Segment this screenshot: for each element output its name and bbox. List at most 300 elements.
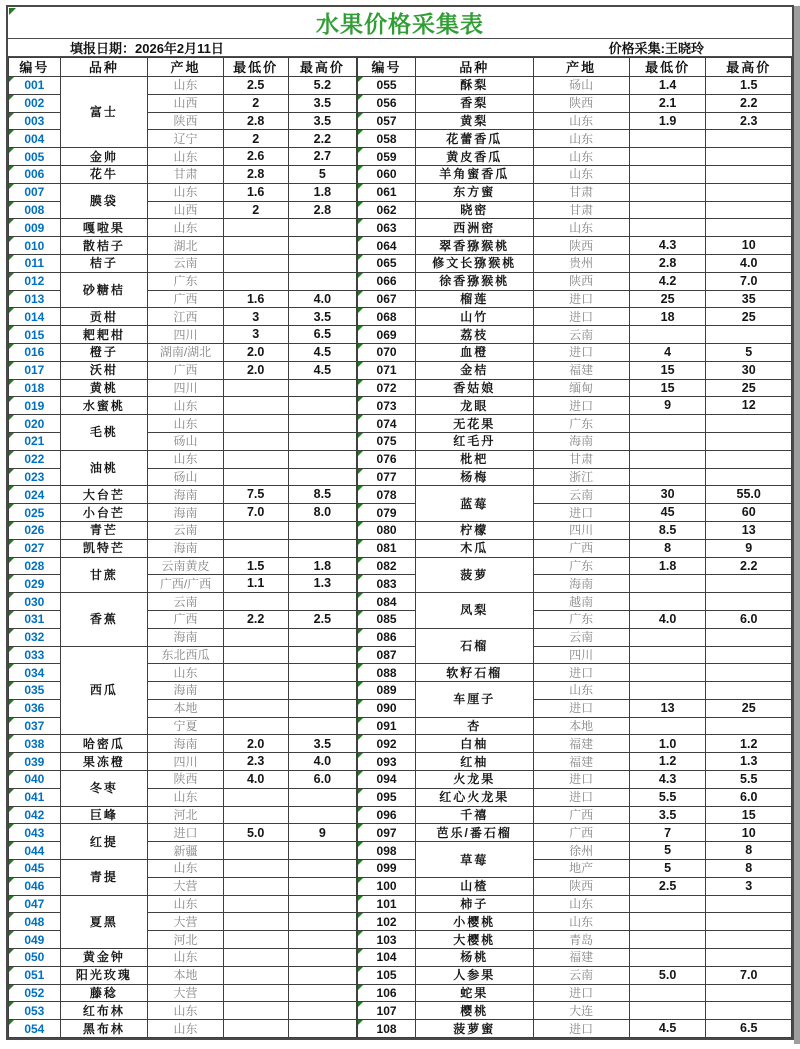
origin-cell[interactable]: 进口 [533,1020,629,1038]
variety-cell[interactable]: 菠萝 [415,557,533,593]
id-cell[interactable] [9,735,61,753]
min-price-cell[interactable] [629,717,706,735]
max-price-cell[interactable]: 8.0 [288,504,357,522]
id-cell[interactable] [358,771,416,789]
max-price-cell[interactable]: 1.3 [706,753,792,771]
origin-cell[interactable]: 越南 [533,593,629,611]
min-price-cell[interactable] [223,699,288,717]
min-price-cell[interactable] [223,842,288,860]
id-cell[interactable] [358,735,416,753]
max-price-cell[interactable] [288,415,357,433]
id-cell[interactable] [9,112,61,130]
min-price-cell[interactable]: 4 [629,343,706,361]
origin-cell[interactable]: 海南 [148,486,224,504]
min-price-cell[interactable]: 9 [629,397,706,415]
variety-cell[interactable]: 黑布林 [60,1020,148,1038]
max-price-cell[interactable] [288,254,357,272]
min-price-cell[interactable] [223,895,288,913]
variety-cell[interactable]: 红心火龙果 [415,788,533,806]
id-cell[interactable] [9,432,61,450]
id-cell[interactable] [9,165,61,183]
origin-cell[interactable]: 山东 [533,148,629,166]
max-price-cell[interactable] [288,949,357,967]
origin-cell[interactable]: 大连 [533,1002,629,1020]
origin-cell[interactable]: 山西 [148,201,224,219]
origin-cell[interactable]: 山东 [148,148,224,166]
min-price-cell[interactable] [223,913,288,931]
min-price-cell[interactable]: 30 [629,486,706,504]
origin-cell[interactable]: 四川 [533,646,629,664]
max-price-cell[interactable] [706,148,792,166]
id-cell[interactable] [9,183,61,201]
variety-cell[interactable]: 血橙 [415,343,533,361]
max-price-cell[interactable] [288,1020,357,1038]
origin-cell[interactable]: 山东 [148,219,224,237]
variety-cell[interactable]: 砂糖桔 [60,272,148,308]
origin-cell[interactable]: 广西 [533,806,629,824]
max-price-cell[interactable] [706,895,792,913]
id-cell[interactable] [358,290,416,308]
max-price-cell[interactable] [706,646,792,664]
max-price-cell[interactable] [706,664,792,682]
id-cell[interactable] [9,931,61,949]
id-cell[interactable] [358,557,416,575]
origin-cell[interactable]: 青岛 [533,931,629,949]
origin-cell[interactable]: 山东 [148,450,224,468]
origin-cell[interactable]: 山东 [533,130,629,148]
min-price-cell[interactable] [223,521,288,539]
id-cell[interactable] [358,824,416,842]
min-price-cell[interactable]: 15 [629,379,706,397]
variety-cell[interactable]: 哈密瓜 [60,735,148,753]
id-cell[interactable] [358,237,416,255]
id-cell[interactable] [358,77,416,95]
variety-cell[interactable]: 千禧 [415,806,533,824]
min-price-cell[interactable]: 7.5 [223,486,288,504]
min-price-cell[interactable] [223,379,288,397]
id-cell[interactable] [9,397,61,415]
origin-cell[interactable]: 宁夏 [148,717,224,735]
max-price-cell[interactable] [706,468,792,486]
col-header-origin[interactable]: 产地 [148,58,224,77]
min-price-cell[interactable] [223,272,288,290]
max-price-cell[interactable]: 25 [706,699,792,717]
origin-cell[interactable]: 湖北 [148,237,224,255]
origin-cell[interactable]: 河北 [148,931,224,949]
variety-cell[interactable]: 荔枝 [415,326,533,344]
origin-cell[interactable]: 贵州 [533,254,629,272]
origin-cell[interactable]: 山东 [148,397,224,415]
origin-cell[interactable]: 湖南/湖北 [148,343,224,361]
variety-cell[interactable]: 凤梨 [415,593,533,629]
id-cell[interactable] [9,788,61,806]
origin-cell[interactable]: 海南 [148,504,224,522]
variety-cell[interactable]: 白柚 [415,735,533,753]
id-cell[interactable] [9,824,61,842]
id-cell[interactable] [358,646,416,664]
id-cell[interactable] [358,272,416,290]
min-price-cell[interactable] [223,539,288,557]
id-cell[interactable] [358,379,416,397]
id-cell[interactable] [358,913,416,931]
min-price-cell[interactable]: 2 [223,201,288,219]
min-price-cell[interactable]: 5.0 [223,824,288,842]
variety-cell[interactable]: 大樱桃 [415,931,533,949]
id-cell[interactable] [9,201,61,219]
min-price-cell[interactable]: 18 [629,308,706,326]
variety-cell[interactable]: 阳光玫瑰 [60,966,148,984]
max-price-cell[interactable] [706,628,792,646]
variety-cell[interactable]: 山竹 [415,308,533,326]
id-cell[interactable] [9,860,61,878]
origin-cell[interactable]: 进口 [533,788,629,806]
min-price-cell[interactable]: 5.5 [629,788,706,806]
col-header-min-price[interactable]: 最低价 [629,58,706,77]
origin-cell[interactable]: 进口 [533,699,629,717]
origin-cell[interactable]: 缅甸 [533,379,629,397]
min-price-cell[interactable] [223,432,288,450]
origin-cell[interactable]: 进口 [148,824,224,842]
variety-cell[interactable]: 冬枣 [60,771,148,807]
min-price-cell[interactable]: 13 [629,699,706,717]
max-price-cell[interactable] [706,183,792,201]
id-cell[interactable] [358,682,416,700]
id-cell[interactable] [9,610,61,628]
id-cell[interactable] [358,842,416,860]
id-cell[interactable] [358,397,416,415]
max-price-cell[interactable]: 12 [706,397,792,415]
max-price-cell[interactable] [706,913,792,931]
min-price-cell[interactable] [223,219,288,237]
variety-cell[interactable]: 樱桃 [415,1002,533,1020]
origin-cell[interactable]: 山东 [148,415,224,433]
origin-cell[interactable]: 云南 [148,593,224,611]
id-cell[interactable] [9,771,61,789]
origin-cell[interactable]: 山东 [148,1020,224,1038]
min-price-cell[interactable] [223,949,288,967]
min-price-cell[interactable]: 7.0 [223,504,288,522]
variety-cell[interactable]: 酥梨 [415,77,533,95]
max-price-cell[interactable] [706,432,792,450]
min-price-cell[interactable]: 2.2 [223,610,288,628]
max-price-cell[interactable] [706,682,792,700]
origin-cell[interactable]: 海南 [148,735,224,753]
id-cell[interactable] [9,521,61,539]
variety-cell[interactable]: 枇杷 [415,450,533,468]
min-price-cell[interactable] [223,1002,288,1020]
max-price-cell[interactable]: 1.2 [706,735,792,753]
min-price-cell[interactable] [629,575,706,593]
max-price-cell[interactable] [288,539,357,557]
max-price-cell[interactable]: 8 [706,860,792,878]
max-price-cell[interactable]: 7.0 [706,966,792,984]
id-cell[interactable] [358,717,416,735]
id-cell[interactable] [358,984,416,1002]
id-cell[interactable] [358,966,416,984]
min-price-cell[interactable]: 2.8 [629,254,706,272]
info-cell[interactable] [8,39,792,57]
min-price-cell[interactable] [223,1020,288,1038]
id-cell[interactable] [358,94,416,112]
min-price-cell[interactable] [629,148,706,166]
id-cell[interactable] [358,753,416,771]
id-cell[interactable] [9,646,61,664]
max-price-cell[interactable] [706,984,792,1002]
min-price-cell[interactable]: 2.5 [223,77,288,95]
id-cell[interactable] [358,593,416,611]
id-cell[interactable] [9,966,61,984]
id-cell[interactable] [9,913,61,931]
min-price-cell[interactable]: 2 [223,130,288,148]
min-price-cell[interactable] [223,450,288,468]
origin-cell[interactable]: 云南 [533,326,629,344]
id-cell[interactable] [9,593,61,611]
variety-cell[interactable]: 石榴 [415,628,533,664]
origin-cell[interactable]: 福建 [533,361,629,379]
max-price-cell[interactable]: 5 [288,165,357,183]
variety-cell[interactable]: 杏 [415,717,533,735]
id-cell[interactable] [358,664,416,682]
id-cell[interactable] [9,486,61,504]
id-cell[interactable] [358,539,416,557]
id-cell[interactable] [9,877,61,895]
max-price-cell[interactable]: 3 [706,877,792,895]
max-price-cell[interactable]: 2.2 [706,94,792,112]
max-price-cell[interactable]: 5.5 [706,771,792,789]
max-price-cell[interactable] [288,806,357,824]
variety-cell[interactable]: 青提 [60,860,148,896]
origin-cell[interactable]: 甘肃 [533,183,629,201]
id-cell[interactable] [9,308,61,326]
id-cell[interactable] [9,450,61,468]
id-cell[interactable] [358,254,416,272]
variety-cell[interactable]: 柠檬 [415,521,533,539]
variety-cell[interactable]: 金帅 [60,148,148,166]
variety-cell[interactable]: 菠萝蜜 [415,1020,533,1038]
id-cell[interactable] [9,148,61,166]
variety-cell[interactable]: 杨梅 [415,468,533,486]
max-price-cell[interactable]: 25 [706,379,792,397]
origin-cell[interactable]: 云南 [533,628,629,646]
min-price-cell[interactable] [629,984,706,1002]
min-price-cell[interactable] [629,130,706,148]
variety-cell[interactable]: 黄金钟 [60,949,148,967]
origin-cell[interactable]: 陕西 [533,877,629,895]
col-header-min-price[interactable]: 最低价 [223,58,288,77]
id-cell[interactable] [9,1020,61,1038]
max-price-cell[interactable]: 4.5 [288,361,357,379]
variety-cell[interactable]: 耙耙柑 [60,326,148,344]
id-cell[interactable] [9,504,61,522]
min-price-cell[interactable]: 5 [629,842,706,860]
max-price-cell[interactable] [288,450,357,468]
id-cell[interactable] [9,949,61,967]
max-price-cell[interactable]: 2.2 [288,130,357,148]
min-price-cell[interactable]: 2.0 [223,361,288,379]
min-price-cell[interactable] [629,949,706,967]
origin-cell[interactable]: 徐州 [533,842,629,860]
variety-cell[interactable]: 贡柑 [60,308,148,326]
origin-cell[interactable]: 山东 [533,913,629,931]
origin-cell[interactable]: 山东 [533,895,629,913]
origin-cell[interactable]: 陕西 [533,237,629,255]
max-price-cell[interactable] [288,931,357,949]
min-price-cell[interactable]: 1.0 [629,735,706,753]
origin-cell[interactable]: 广东 [533,415,629,433]
origin-cell[interactable]: 山东 [148,77,224,95]
variety-cell[interactable]: 修文长猕猴桃 [415,254,533,272]
variety-cell[interactable]: 无花果 [415,415,533,433]
min-price-cell[interactable] [223,415,288,433]
id-cell[interactable] [9,753,61,771]
max-price-cell[interactable] [288,593,357,611]
id-cell[interactable] [9,664,61,682]
id-cell[interactable] [9,290,61,308]
origin-cell[interactable]: 陕西 [533,94,629,112]
id-cell[interactable] [358,1020,416,1038]
min-price-cell[interactable] [223,682,288,700]
variety-cell[interactable]: 蓝莓 [415,486,533,522]
origin-cell[interactable]: 浙江 [533,468,629,486]
id-cell[interactable] [358,860,416,878]
id-cell[interactable] [358,415,416,433]
min-price-cell[interactable]: 2.6 [223,148,288,166]
origin-cell[interactable]: 辽宁 [148,130,224,148]
max-price-cell[interactable]: 4.0 [288,753,357,771]
variety-cell[interactable]: 嘎啦果 [60,219,148,237]
variety-cell[interactable]: 徐香猕猴桃 [415,272,533,290]
origin-cell[interactable]: 山东 [533,112,629,130]
min-price-cell[interactable]: 1.6 [223,290,288,308]
id-cell[interactable] [358,112,416,130]
origin-cell[interactable]: 广西 [148,610,224,628]
max-price-cell[interactable] [288,521,357,539]
min-price-cell[interactable]: 5.0 [629,966,706,984]
min-price-cell[interactable]: 3 [223,326,288,344]
min-price-cell[interactable] [629,415,706,433]
max-price-cell[interactable]: 4.0 [706,254,792,272]
id-cell[interactable] [358,165,416,183]
min-price-cell[interactable] [629,664,706,682]
min-price-cell[interactable]: 2.5 [629,877,706,895]
max-price-cell[interactable] [288,432,357,450]
min-price-cell[interactable] [223,237,288,255]
variety-cell[interactable]: 草莓 [415,842,533,878]
min-price-cell[interactable]: 2.0 [223,343,288,361]
max-price-cell[interactable] [288,842,357,860]
id-cell[interactable] [9,628,61,646]
title-cell[interactable] [8,7,792,39]
variety-cell[interactable]: 芭乐/番石榴 [415,824,533,842]
id-cell[interactable] [358,450,416,468]
origin-cell[interactable]: 大营 [148,984,224,1002]
min-price-cell[interactable]: 3 [223,308,288,326]
max-price-cell[interactable]: 8 [706,842,792,860]
min-price-cell[interactable] [223,664,288,682]
id-cell[interactable] [358,130,416,148]
id-cell[interactable] [358,699,416,717]
max-price-cell[interactable]: 3.5 [288,735,357,753]
origin-cell[interactable]: 新疆 [148,842,224,860]
origin-cell[interactable]: 陕西 [148,771,224,789]
id-cell[interactable] [358,877,416,895]
max-price-cell[interactable]: 6.0 [706,788,792,806]
min-price-cell[interactable]: 2.8 [223,165,288,183]
max-price-cell[interactable] [706,593,792,611]
max-price-cell[interactable] [288,1002,357,1020]
min-price-cell[interactable] [223,628,288,646]
variety-cell[interactable]: 花蕾香瓜 [415,130,533,148]
origin-cell[interactable]: 进口 [533,397,629,415]
min-price-cell[interactable] [629,183,706,201]
origin-cell[interactable]: 海南 [148,628,224,646]
origin-cell[interactable]: 云南 [148,254,224,272]
min-price-cell[interactable] [223,984,288,1002]
variety-cell[interactable]: 香姑娘 [415,379,533,397]
id-cell[interactable] [358,895,416,913]
max-price-cell[interactable] [706,130,792,148]
min-price-cell[interactable] [629,913,706,931]
id-cell[interactable] [358,628,416,646]
max-price-cell[interactable] [288,468,357,486]
min-price-cell[interactable]: 2.0 [223,735,288,753]
variety-cell[interactable]: 小台芒 [60,504,148,522]
origin-cell[interactable]: 海南 [533,575,629,593]
id-cell[interactable] [358,468,416,486]
variety-cell[interactable]: 毛桃 [60,415,148,451]
origin-cell[interactable]: 砀山 [148,468,224,486]
min-price-cell[interactable] [223,646,288,664]
min-price-cell[interactable]: 5 [629,860,706,878]
col-header-max-price[interactable]: 最高价 [706,58,792,77]
min-price-cell[interactable] [629,931,706,949]
max-price-cell[interactable]: 55.0 [706,486,792,504]
id-cell[interactable] [358,504,416,522]
max-price-cell[interactable]: 8.5 [288,486,357,504]
min-price-cell[interactable]: 4.2 [629,272,706,290]
max-price-cell[interactable]: 2.2 [706,557,792,575]
max-price-cell[interactable]: 3.5 [288,308,357,326]
max-price-cell[interactable] [706,201,792,219]
max-price-cell[interactable]: 10 [706,237,792,255]
min-price-cell[interactable] [629,432,706,450]
min-price-cell[interactable] [629,646,706,664]
id-cell[interactable] [358,361,416,379]
id-cell[interactable] [358,788,416,806]
variety-cell[interactable]: 西瓜 [60,646,148,735]
max-price-cell[interactable] [706,326,792,344]
variety-cell[interactable]: 黄梨 [415,112,533,130]
variety-cell[interactable]: 甘蔗 [60,557,148,593]
min-price-cell[interactable] [629,450,706,468]
origin-cell[interactable]: 云南 [533,966,629,984]
max-price-cell[interactable]: 2.3 [706,112,792,130]
id-cell[interactable] [358,432,416,450]
max-price-cell[interactable]: 1.8 [288,183,357,201]
variety-cell[interactable]: 人参果 [415,966,533,984]
max-price-cell[interactable] [288,664,357,682]
variety-cell[interactable]: 果冻橙 [60,753,148,771]
origin-cell[interactable]: 福建 [533,949,629,967]
origin-cell[interactable]: 福建 [533,753,629,771]
origin-cell[interactable]: 江西 [148,308,224,326]
min-price-cell[interactable] [629,219,706,237]
id-cell[interactable] [358,219,416,237]
variety-cell[interactable]: 桔子 [60,254,148,272]
max-price-cell[interactable] [288,272,357,290]
max-price-cell[interactable] [706,575,792,593]
variety-cell[interactable]: 水蜜桃 [60,397,148,415]
